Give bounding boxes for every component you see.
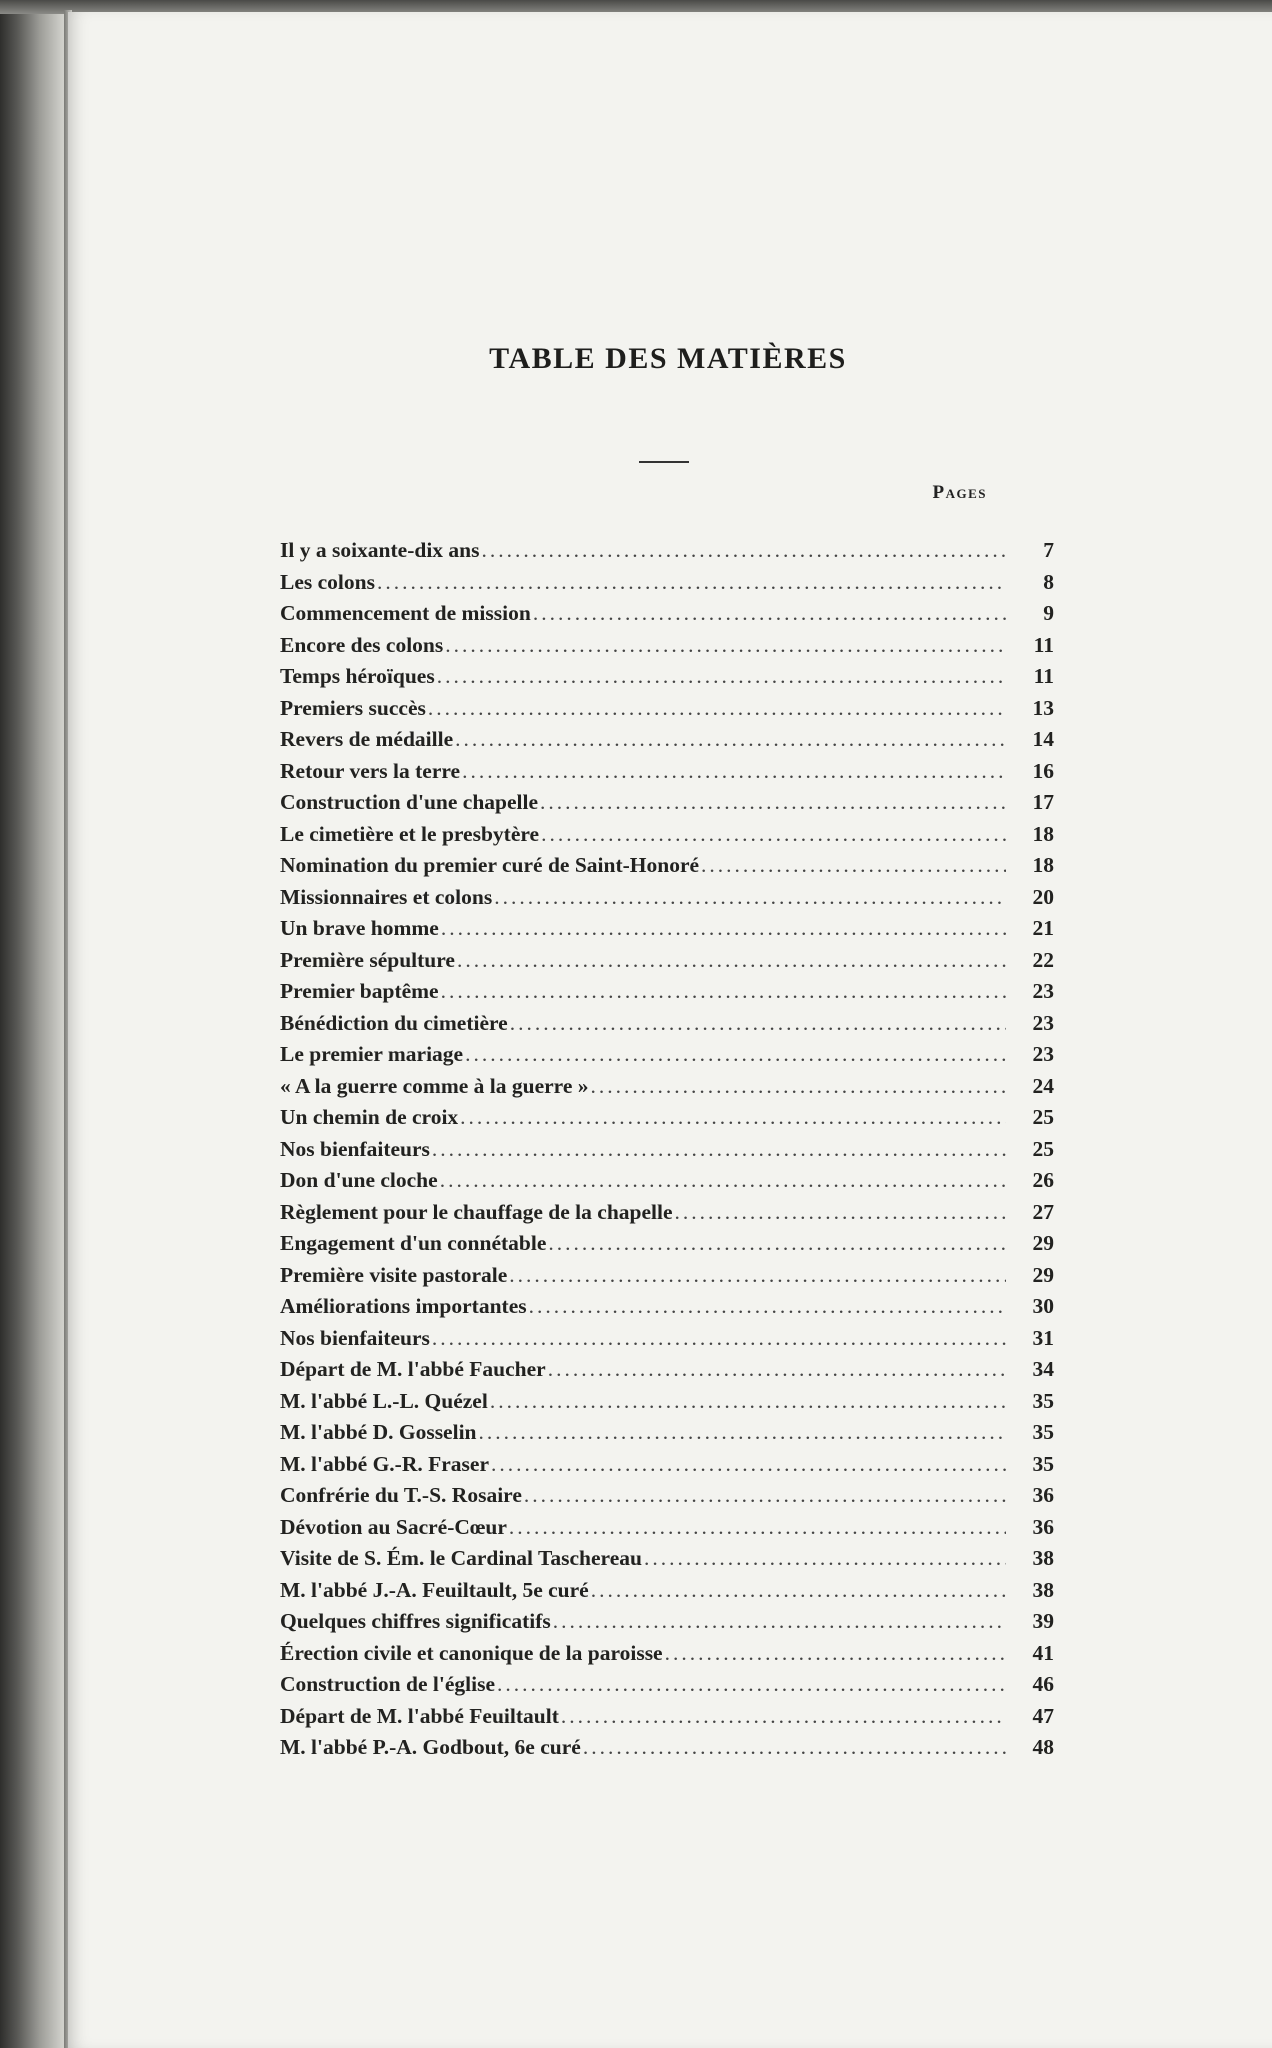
toc-entry-title: Encore des colons [280, 632, 444, 657]
toc-entry-title: Missionnaires et colons [280, 884, 493, 909]
toc-entry [280, 759, 1054, 791]
dot-leader [509, 1515, 1006, 1540]
toc-entry-page-number: 25 [1032, 1105, 1054, 1129]
toc-entry-title: Le cimetière et le presbytère [280, 821, 540, 846]
toc-entry [280, 1672, 1054, 1704]
dot-leader [548, 1231, 1006, 1256]
toc-entry [280, 1609, 1054, 1641]
toc-entry-page-number: 16 [1032, 758, 1054, 783]
dot-leader [644, 1546, 1006, 1571]
toc-entry-page-number: 41 [1032, 1640, 1054, 1665]
dot-leader [591, 1074, 1007, 1099]
toc-entry-page-number: 18 [1032, 853, 1054, 877]
toc-entry [280, 664, 1054, 696]
toc-entry [280, 790, 1054, 822]
toc-entry [280, 1357, 1054, 1389]
toc-entry [280, 1105, 1054, 1137]
dot-leader [460, 1105, 1006, 1130]
toc-entry-page-number: 35 [1032, 1388, 1054, 1413]
toc-entry-page-number: 35 [1032, 1451, 1054, 1476]
toc-entry-title: M. l'abbé P.-A. Godbout, 6e curé [280, 1735, 581, 1759]
toc-entry-title: Nos bienfaiteurs [280, 1136, 430, 1161]
toc-entry [280, 633, 1054, 665]
toc-entry [280, 1137, 1054, 1169]
toc-entry [280, 1515, 1054, 1547]
dot-leader [548, 1357, 1006, 1382]
toc-entry-page-number: 36 [1032, 1514, 1054, 1539]
toc-entry-title: Première visite pastorale [280, 1262, 508, 1287]
dot-leader [457, 948, 1006, 973]
toc-entry-title: Un brave homme [280, 916, 439, 940]
toc-entry-title: Revers de médaille [280, 727, 454, 751]
toc-entry [280, 822, 1054, 854]
toc-entry-title: Quelques chiffres significatifs [280, 1609, 551, 1633]
page-title: TABLE DES MATIÈRES [489, 342, 847, 375]
dot-leader [428, 696, 1006, 721]
toc-entry-page-number: 34 [1032, 1357, 1054, 1381]
pages-column-header: Pages [932, 482, 987, 503]
toc-entry-page-number: 39 [1032, 1609, 1054, 1633]
dot-leader [540, 790, 1006, 815]
toc-entry-page-number: 30 [1032, 1294, 1054, 1318]
toc-entry-page-number: 23 [1032, 979, 1054, 1003]
dot-leader [701, 853, 1006, 878]
dot-leader [462, 759, 1006, 784]
toc-entry [280, 853, 1054, 885]
toc-entry [280, 727, 1054, 759]
toc-entry-page-number: 21 [1032, 916, 1054, 940]
toc-entry-page-number: 26 [1032, 1168, 1054, 1192]
toc-entry-title: Premiers succès [280, 695, 426, 720]
toc-entry [280, 1168, 1054, 1200]
dot-leader [377, 570, 1006, 595]
toc-entry [280, 601, 1054, 633]
dot-leader [675, 1200, 1006, 1225]
toc-entry [280, 1420, 1054, 1452]
toc-entry-title: Don d'une cloche [280, 1168, 438, 1192]
dot-leader [494, 885, 1006, 910]
toc-entry-title: Départ de M. l'abbé Feuiltault [280, 1703, 559, 1728]
toc-entry [280, 1042, 1054, 1074]
dot-leader [490, 1389, 1006, 1414]
dot-leader [432, 1137, 1006, 1162]
toc-entry-title: M. l'abbé G.-R. Fraser [280, 1451, 489, 1476]
toc-entry-title: Premier baptême [280, 979, 439, 1003]
toc-entry-title: M. l'abbé L.-L. Quézel [280, 1388, 488, 1413]
toc-entry-title: Retour vers la terre [280, 758, 461, 783]
toc-entry [280, 885, 1054, 917]
toc-entry [280, 1011, 1054, 1043]
toc-entry [280, 1483, 1054, 1515]
toc-entry-title: Les colons [280, 569, 375, 594]
toc-entry-title: Construction de l'église [280, 1672, 495, 1696]
toc-entry [280, 538, 1054, 570]
toc-entry-title: Dévotion au Sacré-Cœur [280, 1514, 507, 1539]
toc-entry [280, 916, 1054, 948]
toc-entry-title: Le premier mariage [280, 1042, 464, 1066]
toc-entry-page-number: 11 [1033, 632, 1054, 657]
toc-entry [280, 979, 1054, 1011]
dot-leader [432, 1326, 1006, 1351]
dot-leader [465, 1042, 1006, 1067]
dot-leader [455, 727, 1006, 752]
toc-entry [280, 1452, 1054, 1484]
toc-entry-title: Un chemin de croix [280, 1105, 459, 1129]
dot-leader [541, 822, 1006, 847]
dot-leader [497, 1672, 1006, 1697]
dot-leader [445, 633, 1006, 658]
toc-entry-title: Confrérie du T.-S. Rosaire [280, 1483, 522, 1507]
toc-entry [280, 1231, 1054, 1263]
toc-entry [280, 1200, 1054, 1232]
toc-entry-title: Règlement pour le chauffage de la chapelle [280, 1199, 673, 1224]
dot-leader [509, 1263, 1006, 1288]
dot-leader [479, 1420, 1006, 1445]
book-page [68, 12, 1272, 2048]
toc-entry-page-number: 47 [1032, 1703, 1054, 1728]
dot-leader [482, 538, 1006, 563]
toc-entry-page-number: 14 [1032, 727, 1054, 751]
toc-entry-page-number: 35 [1032, 1420, 1054, 1444]
toc-entry-page-number: 29 [1032, 1231, 1054, 1255]
toc-entry-title: Il y a soixante-dix ans [280, 538, 480, 562]
toc-entry-page-number: 38 [1032, 1577, 1054, 1602]
dot-leader [533, 601, 1006, 626]
toc-entry-title: « A la guerre comme à la guerre » [280, 1073, 589, 1098]
toc-entry [280, 1263, 1054, 1295]
toc-entry-title: Temps héroïques [280, 664, 435, 688]
toc-entry-page-number: 17 [1032, 790, 1054, 814]
toc-entry-title: Première sépulture [280, 947, 455, 972]
table-of-contents [280, 538, 1054, 1767]
toc-entry-page-number: 27 [1032, 1199, 1054, 1224]
toc-entry-title: Engagement d'un connétable [280, 1231, 547, 1255]
dot-leader [583, 1735, 1006, 1760]
toc-entry-title: Améliorations importantes [280, 1294, 527, 1318]
toc-entry [280, 570, 1054, 602]
dot-leader [441, 916, 1006, 941]
toc-entry-title: Visite de S. Ém. le Cardinal Taschereau [280, 1546, 642, 1570]
toc-entry-page-number: 29 [1032, 1262, 1054, 1287]
toc-entry-page-number: 11 [1033, 664, 1054, 688]
dot-leader [665, 1641, 1006, 1666]
toc-entry-page-number: 13 [1032, 695, 1054, 720]
toc-entry-page-number: 31 [1032, 1325, 1054, 1350]
toc-entry-page-number: 38 [1032, 1546, 1054, 1570]
dot-leader [491, 1452, 1006, 1477]
toc-entry-page-number: 25 [1032, 1136, 1054, 1161]
toc-entry [280, 1704, 1054, 1736]
toc-entry-page-number: 24 [1032, 1073, 1054, 1098]
toc-entry [280, 1578, 1054, 1610]
toc-entry-title: Bénédiction du cimetière [280, 1010, 508, 1035]
dot-leader [441, 979, 1006, 1004]
toc-entry-page-number: 23 [1032, 1010, 1054, 1035]
toc-entry-page-number: 8 [1043, 569, 1054, 594]
toc-entry [280, 1735, 1054, 1767]
dot-leader [524, 1483, 1006, 1508]
toc-entry-page-number: 22 [1032, 947, 1054, 972]
toc-entry-page-number: 46 [1032, 1672, 1054, 1696]
title-divider [639, 461, 689, 463]
toc-entry-page-number: 36 [1032, 1483, 1054, 1507]
toc-entry-title: Nos bienfaiteurs [280, 1325, 430, 1350]
toc-entry-title: Départ de M. l'abbé Faucher [280, 1357, 546, 1381]
toc-entry [280, 1294, 1054, 1326]
toc-entry-page-number: 20 [1032, 884, 1054, 909]
toc-entry-page-number: 9 [1043, 601, 1054, 625]
dot-leader [437, 664, 1006, 689]
toc-entry [280, 1389, 1054, 1421]
toc-entry [280, 948, 1054, 980]
toc-entry-title: Commencement de mission [280, 601, 531, 625]
dot-leader [529, 1294, 1006, 1319]
toc-entry-title: Érection civile et canonique de la paroisse [280, 1640, 663, 1665]
toc-entry [280, 1074, 1054, 1106]
dot-leader [553, 1609, 1006, 1634]
toc-entry-page-number: 23 [1032, 1042, 1054, 1066]
toc-entry-page-number: 48 [1032, 1735, 1054, 1759]
toc-entry [280, 1326, 1054, 1358]
toc-entry-title: Nomination du premier curé de Saint-Honoré [280, 853, 700, 877]
dot-leader [510, 1011, 1006, 1036]
toc-entry [280, 696, 1054, 728]
toc-entry-title: Construction d'une chapelle [280, 790, 539, 814]
toc-entry-title: M. l'abbé J.-A. Feuiltault, 5e curé [280, 1577, 589, 1602]
toc-entry [280, 1546, 1054, 1578]
dot-leader [561, 1704, 1006, 1729]
dot-leader [440, 1168, 1006, 1193]
toc-entry-title: M. l'abbé D. Gosselin [280, 1420, 477, 1444]
toc-entry [280, 1641, 1054, 1673]
toc-entry-page-number: 7 [1043, 538, 1054, 562]
toc-entry-page-number: 18 [1032, 821, 1054, 846]
dot-leader [591, 1578, 1006, 1603]
